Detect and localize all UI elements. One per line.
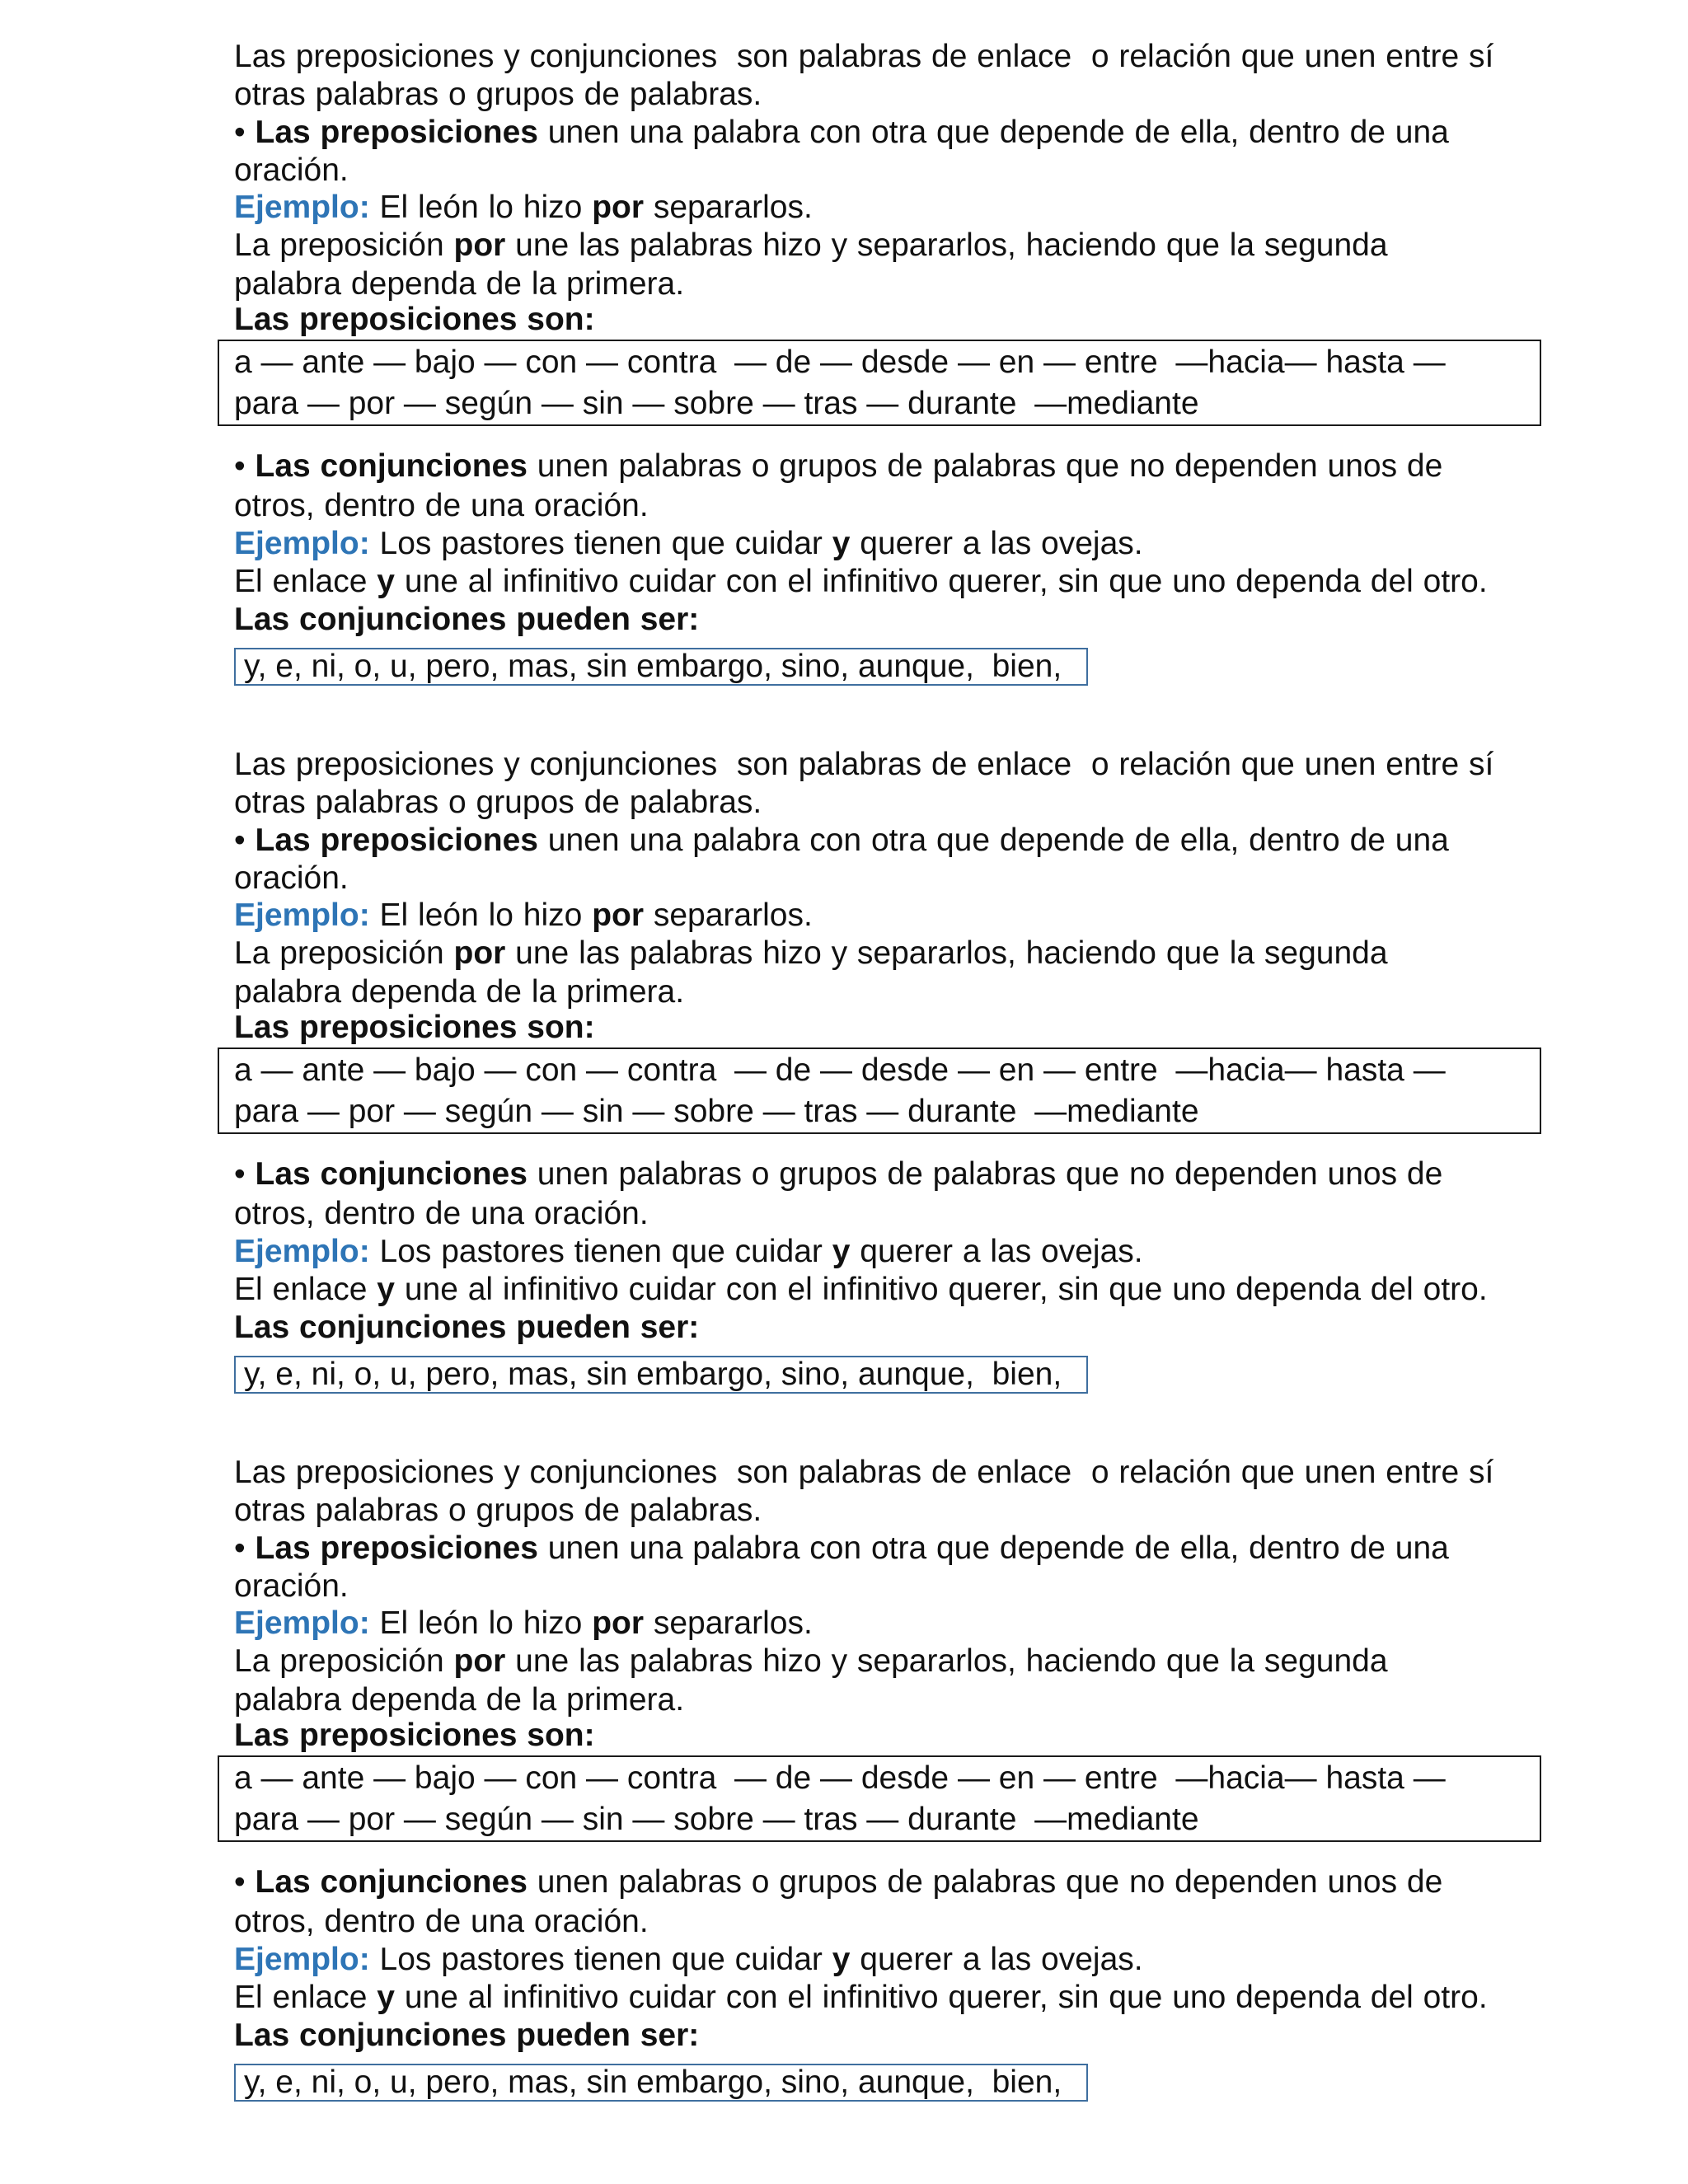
prepositions-definition [234,114,1449,152]
explanation-text: El enlace [234,1980,377,2015]
definition-continuation: otros, dentro de una oración. [234,1904,649,1939]
explanation-continuation: palabra dependa de la primera. [234,1682,685,1718]
intro-line: Las preposiciones y conjunciones son palabras de enlace o relación que unen entre sí [234,39,1494,74]
conjunctions-list-box [234,2064,1088,2102]
conjunctions-list-box [234,1356,1088,1394]
intro-line: Las preposiciones y conjunciones son palabras de enlace o relación que unen entre sí [234,1455,1494,1490]
example-text: separarlos. [644,190,813,225]
bullet: • [234,1530,256,1566]
example-text: El león lo hizo [369,898,593,933]
explanation-text: El enlace [234,1272,377,1307]
prepositions-definition [234,1530,1449,1568]
conjunctions-list: y, e, ni, o, u, pero, mas, sin embargo, sino, aunque, bien, [244,2064,1062,2100]
example-text: El león lo hizo [369,190,593,225]
prepositions-list-line: a — ante — bajo — con — contra — de — desde — en — entre —hacia— hasta — [234,1760,1446,1796]
definition-continuation: oración. [234,860,349,896]
explanation-highlight: y [377,1272,395,1307]
example-highlight: por [592,1605,645,1641]
prepositions-explanation [234,935,1388,972]
intro-line: otras palabras o grupos de palabras. [234,785,762,820]
bullet: • [234,115,256,150]
example-text: querer a las ovejas. [850,526,1143,561]
bullet: • [234,1864,256,1900]
prepositions-list-line: para — por — según — sin — sobre — tras — durante —mediante [234,386,1199,421]
example-text: separarlos. [644,1605,813,1641]
conjunctions-explanation [234,563,1488,601]
example-highlight: por [592,898,645,933]
prepositions-term: Las preposiciones [255,1530,538,1566]
example-text: Los pastores tienen que cuidar [369,526,832,561]
explanation-text: une las palabras hizo y separarlos, haciendo que la segunda [505,1643,1388,1679]
example-highlight: y [832,1942,851,1977]
example-text: Los pastores tienen que cuidar [369,1942,832,1977]
conjunctions-definition [234,1863,1442,1901]
explanation-highlight: por [453,935,506,971]
conjunctions-list-heading: Las conjunciones pueden ser: [234,2018,700,2053]
conjunctions-definition [234,448,1442,485]
example-text: separarlos. [644,898,813,933]
definition-text: unen palabras o grupos de palabras que no dependen unos de [527,1156,1443,1192]
conjunctions-explanation [234,1979,1488,2017]
example-label: Ejemplo: [234,190,370,225]
prepositions-example [234,189,813,227]
definition-text: unen una palabra con otra que depende de ella, dentro de una [537,115,1449,150]
example-label: Ejemplo: [234,898,370,933]
conjunctions-example [234,1233,1143,1271]
explanation-highlight: por [453,1643,506,1679]
prepositions-example [234,897,813,935]
example-text: Los pastores tienen que cuidar [369,1234,832,1269]
example-label: Ejemplo: [234,1605,370,1641]
conjunctions-list-heading: Las conjunciones pueden ser: [234,602,700,637]
explanation-text: une al infinitivo cuidar con el infinitivo querer, sin que uno dependa del otro. [394,1980,1488,2015]
definition-text: unen una palabra con otra que depende de ella, dentro de una [537,823,1449,858]
prepositions-list-box [218,1755,1541,1842]
explanation-highlight: y [377,564,395,599]
explanation-text: El enlace [234,564,377,599]
prepositions-list-line: para — por — según — sin — sobre — tras — durante —mediante [234,1802,1199,1837]
prepositions-definition [234,822,1449,860]
prepositions-list-box [218,1047,1541,1134]
example-label: Ejemplo: [234,1234,370,1269]
example-text: El león lo hizo [369,1605,593,1641]
prepositions-list-heading: Las preposiciones son: [234,302,595,337]
conjunctions-list-box [234,648,1088,686]
prepositions-term: Las preposiciones [255,823,538,858]
intro-line: otras palabras o grupos de palabras. [234,1493,762,1528]
prepositions-term: Las preposiciones [255,115,538,150]
bullet: • [234,823,256,858]
intro-line: Las preposiciones y conjunciones son palabras de enlace o relación que unen entre sí [234,747,1494,782]
example-text: querer a las ovejas. [850,1234,1143,1269]
prepositions-explanation [234,227,1388,265]
conjunctions-term: Las conjunciones [255,1864,528,1900]
explanation-continuation: palabra dependa de la primera. [234,974,685,1010]
prepositions-explanation [234,1643,1388,1680]
conjunctions-list: y, e, ni, o, u, pero, mas, sin embargo, sino, aunque, bien, [244,1357,1062,1392]
prepositions-list-line: a — ante — bajo — con — contra — de — desde — en — entre —hacia— hasta — [234,344,1446,380]
conjunctions-list-heading: Las conjunciones pueden ser: [234,1310,700,1345]
conjunctions-definition [234,1155,1442,1193]
explanation-continuation: palabra dependa de la primera. [234,266,685,302]
explanation-text: une al infinitivo cuidar con el infinitivo querer, sin que uno dependa del otro. [394,564,1488,599]
example-label: Ejemplo: [234,526,370,561]
example-highlight: por [592,190,645,225]
intro-line: otras palabras o grupos de palabras. [234,77,762,112]
explanation-text: La preposición [234,227,454,263]
explanation-text: La preposición [234,1643,454,1679]
explanation-text: une al infinitivo cuidar con el infinitivo querer, sin que uno dependa del otro. [394,1272,1488,1307]
prepositions-list-line: para — por — según — sin — sobre — tras — durante —mediante [234,1094,1199,1129]
example-highlight: y [832,526,851,561]
definition-continuation: oración. [234,1568,349,1604]
example-highlight: y [832,1234,851,1269]
example-label: Ejemplo: [234,1942,370,1977]
conjunctions-list: y, e, ni, o, u, pero, mas, sin embargo, sino, aunque, bien, [244,649,1062,684]
prepositions-list-box [218,340,1541,426]
conjunctions-example [234,1941,1143,1979]
prepositions-list-line: a — ante — bajo — con — contra — de — desde — en — entre —hacia— hasta — [234,1052,1446,1088]
explanation-highlight: por [453,227,506,263]
definition-text: unen palabras o grupos de palabras que no dependen unos de [527,1864,1443,1900]
definition-continuation: otros, dentro de una oración. [234,1196,649,1231]
definition-text: unen palabras o grupos de palabras que no dependen unos de [527,448,1443,484]
definition-continuation: otros, dentro de una oración. [234,488,649,523]
explanation-text: une las palabras hizo y separarlos, haciendo que la segunda [505,935,1388,971]
bullet: • [234,1156,256,1192]
conjunctions-term: Las conjunciones [255,1156,528,1192]
explanation-text: une las palabras hizo y separarlos, haciendo que la segunda [505,227,1388,263]
prepositions-example [234,1605,813,1643]
conjunctions-term: Las conjunciones [255,448,528,484]
explanation-highlight: y [377,1980,395,2015]
example-text: querer a las ovejas. [850,1942,1143,1977]
conjunctions-example [234,525,1143,563]
bullet: • [234,448,256,484]
definition-continuation: oración. [234,152,349,188]
explanation-text: La preposición [234,935,454,971]
prepositions-list-heading: Las preposiciones son: [234,1010,595,1045]
prepositions-list-heading: Las preposiciones son: [234,1718,595,1753]
conjunctions-explanation [234,1271,1488,1309]
definition-text: unen una palabra con otra que depende de ella, dentro de una [537,1530,1449,1566]
